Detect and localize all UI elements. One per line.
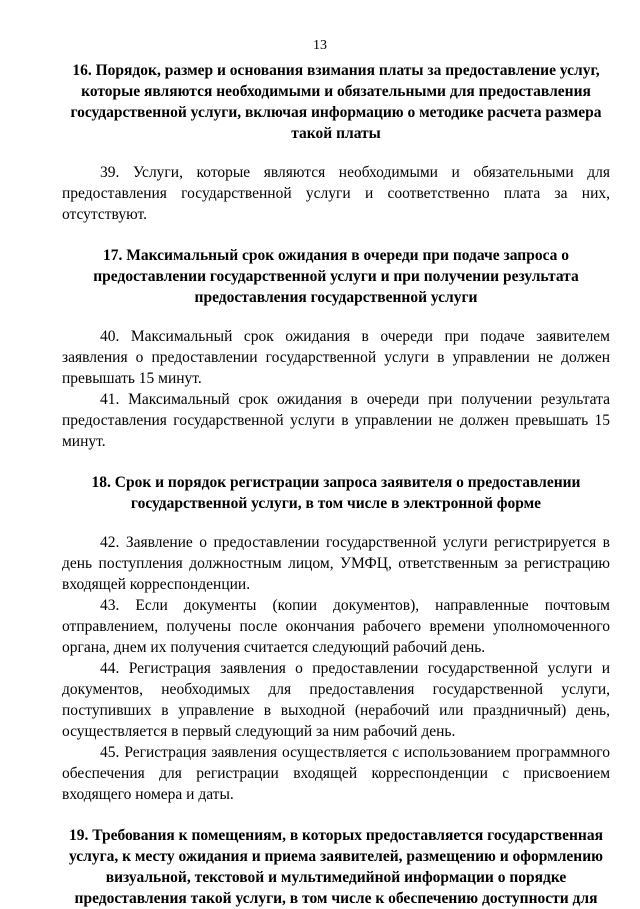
paragraph-39: 39. Услуги, которые являются необходимыми и обязательными для предоставления государственной услуги и соответственно плата за них, отсутствуют. <box>62 164 610 223</box>
paragraph-44: 44. Регистрация заявления о предоставлении государственной услуги и документов, необходимых для предоставления государственной услуги, поступивших в управление в выходной (нерабочий или праздничный) день, осуществляется в первый следующий за ним рабочий день. <box>62 660 610 740</box>
paragraph-43: 43. Если документы (копии документов), направленные почтовым отправлением, получены после окончания рабочего времени уполномоченного органа, днем их получения считается следующий рабочий день. <box>62 597 610 656</box>
page-number: 13 <box>313 38 327 53</box>
section-19-heading: 19. Требования к помещениям, в которых предоставляется государственная услуга, к месту ожидания и приема заявителей, размещению и оформлению визуальной, текстовой и мультимедийной информации о порядке предоставления такой услуги, в том числе к обеспечению доступности для <box>68 827 603 907</box>
paragraph-45: 45. Регистрация заявления осуществляется с использованием программного обеспечения для регистрации входящей корреспонденции с присвоением входящего номера и даты. <box>62 744 610 803</box>
section-16-heading: 16. Порядок, размер и основания взимания платы за предоставление услуг, которые являются необходимыми и обязательными для предоставления государственной услуги, включая информацию о методике расчета размера такой платы <box>70 62 602 142</box>
paragraph-41: 41. Максимальный срок ожидания в очереди при получении результата предоставления государственной услуги в управлении не должен превышать 15 минут. <box>62 391 610 450</box>
document-body <box>62 60 610 909</box>
paragraph-42: 42. Заявление о предоставлении государственной услуги регистрируется в день поступления должностным лицом, УМФЦ, ответственным за регистрацию входящей корреспонденции. <box>62 534 610 593</box>
section-18-heading: 18. Срок и порядок регистрации запроса заявителя о предоставлении государственной услуги, в том числе в электронной форме <box>91 474 581 512</box>
paragraph-40: 40. Максимальный срок ожидания в очереди при подаче заявителем заявления о предоставлении государственной услуги в управлении не должен превышать 15 минут. <box>62 328 610 387</box>
section-17-heading: 17. Максимальный срок ожидания в очереди при подаче запроса о предоставлении государственной услуги и при получении результата предоставления государственной услуги <box>93 247 579 306</box>
